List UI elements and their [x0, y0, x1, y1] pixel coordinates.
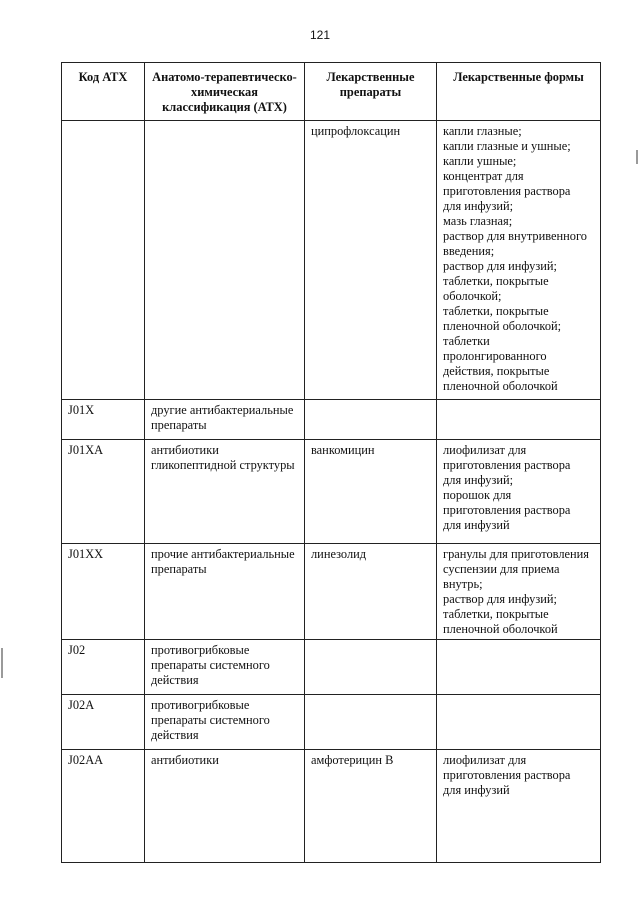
cell-text-line: действия — [151, 673, 199, 687]
cell-text-line: препараты системного — [151, 658, 270, 672]
cell-text-line: мазь глазная; — [443, 214, 513, 228]
cell-text-line: гранулы для приготовления — [443, 547, 589, 561]
cell-text-line: пленочной оболочкой; — [443, 319, 562, 333]
cell-text-line: порошок для — [443, 488, 512, 502]
cell-text-line: другие антибактериальные — [151, 403, 294, 417]
classification-cell — [145, 695, 305, 750]
cell-text-line: приготовления раствора — [443, 503, 571, 517]
cell-text-line: суспензии для приема — [443, 562, 560, 576]
dosage-forms-cell — [437, 640, 601, 695]
table-body — [62, 121, 601, 863]
cell-text-line: амфотерицин В — [311, 753, 394, 767]
page-number: 121 — [309, 28, 331, 42]
cell-text-line: концентрат для — [443, 169, 524, 183]
drug-cell — [305, 695, 437, 750]
cell-text-line: раствор для инфузий; — [443, 592, 557, 606]
classification-cell — [145, 640, 305, 695]
header-atx-code: Код АТХ — [62, 63, 145, 121]
atx-table — [61, 62, 601, 863]
dosage-forms-cell — [437, 440, 601, 544]
table-row — [62, 440, 601, 544]
cell-text-line: пленочной оболочкой — [443, 379, 558, 393]
cell-text-line: ванкомицин — [311, 443, 375, 457]
drug-cell — [305, 440, 437, 544]
atx-code-cell — [62, 750, 145, 863]
dosage-forms-cell — [437, 695, 601, 750]
cell-text-line: прочие антибактериальные — [151, 547, 295, 561]
cell-text-line: пролонгированного — [443, 349, 547, 363]
classification-cell — [145, 544, 305, 640]
cell-text-line: для инфузий — [443, 783, 510, 797]
cell-text-line: внутрь; — [443, 577, 483, 591]
cell-text-line: антибиотики — [151, 753, 219, 767]
table-row — [62, 121, 601, 400]
dosage-forms-cell — [437, 121, 601, 400]
cell-text-line: линезолид — [311, 547, 367, 561]
cell-text-line: пленочной оболочкой — [443, 622, 558, 636]
atx-code-cell — [62, 640, 145, 695]
cell-text-line: раствор для внутривенного — [443, 229, 587, 243]
cell-text-line: препараты системного — [151, 713, 270, 727]
cell-text-line: оболочкой; — [443, 289, 502, 303]
cell-text-line: таблетки — [443, 334, 490, 348]
atx-code-cell — [62, 440, 145, 544]
cell-text-line: гликопептидной структуры — [151, 458, 295, 472]
table-row — [62, 544, 601, 640]
cell-text-line: введения; — [443, 244, 495, 258]
classification-cell — [145, 750, 305, 863]
cell-text-line: таблетки, покрытые — [443, 304, 549, 318]
cell-text-line: приготовления раствора — [443, 458, 571, 472]
cell-text-line: капли ушные; — [443, 154, 517, 168]
atx-code-cell — [62, 695, 145, 750]
classification-cell — [145, 400, 305, 440]
cell-text-line: таблетки, покрытые — [443, 607, 549, 621]
cell-text-line: J01XA — [68, 443, 104, 457]
dosage-forms-cell — [437, 544, 601, 640]
cell-text-line: для инфузий — [443, 518, 510, 532]
drug-cell — [305, 400, 437, 440]
cell-text-line: лиофилизат для — [443, 753, 527, 767]
drug-cell — [305, 750, 437, 863]
header-dosage-forms: Лекарственные формы — [437, 63, 601, 121]
cell-text-line: приготовления раствора — [443, 184, 571, 198]
cell-text-line: антибиотики — [151, 443, 219, 457]
cell-text-line: таблетки, покрытые — [443, 274, 549, 288]
cell-text-line: J02A — [68, 698, 95, 712]
table-row — [62, 750, 601, 863]
cell-text-line: капли глазные; — [443, 124, 522, 138]
cell-text-line: противогрибковые — [151, 698, 250, 712]
header-atx-classification: Анатомо-терапевтическо-химическая классификация (АТХ) — [145, 63, 305, 121]
cell-text-line: противогрибковые — [151, 643, 250, 657]
scan-edge-mark — [1, 648, 3, 678]
table-row — [62, 695, 601, 750]
classification-cell — [145, 440, 305, 544]
cell-text-line: J02AA — [68, 753, 104, 767]
cell-text-line: ципрофлоксацин — [311, 124, 401, 138]
table-row — [62, 400, 601, 440]
drug-cell — [305, 640, 437, 695]
cell-text-line: приготовления раствора — [443, 768, 571, 782]
dosage-forms-cell — [437, 750, 601, 863]
atx-code-cell — [62, 121, 145, 400]
atx-code-cell — [62, 544, 145, 640]
table-row — [62, 640, 601, 695]
classification-cell — [145, 121, 305, 400]
cell-text-line: препараты — [151, 418, 207, 432]
cell-text-line: для инфузий; — [443, 199, 514, 213]
atx-code-cell — [62, 400, 145, 440]
scan-edge-mark — [636, 150, 638, 164]
cell-text-line: действия, покрытые — [443, 364, 550, 378]
cell-text-line: раствор для инфузий; — [443, 259, 557, 273]
dosage-forms-cell — [437, 400, 601, 440]
cell-text-line: J01X — [68, 403, 95, 417]
cell-text-line: J02 — [68, 643, 86, 657]
cell-text-line: препараты — [151, 562, 207, 576]
cell-text-line: J01XX — [68, 547, 104, 561]
header-drugs: Лекарственные препараты — [305, 63, 437, 121]
cell-text-line: действия — [151, 728, 199, 742]
drug-cell — [305, 121, 437, 400]
cell-text-line: лиофилизат для — [443, 443, 527, 457]
cell-text-line: капли глазные и ушные; — [443, 139, 571, 153]
table-header-row — [62, 63, 601, 121]
cell-text-line: для инфузий; — [443, 473, 514, 487]
drug-cell — [305, 544, 437, 640]
